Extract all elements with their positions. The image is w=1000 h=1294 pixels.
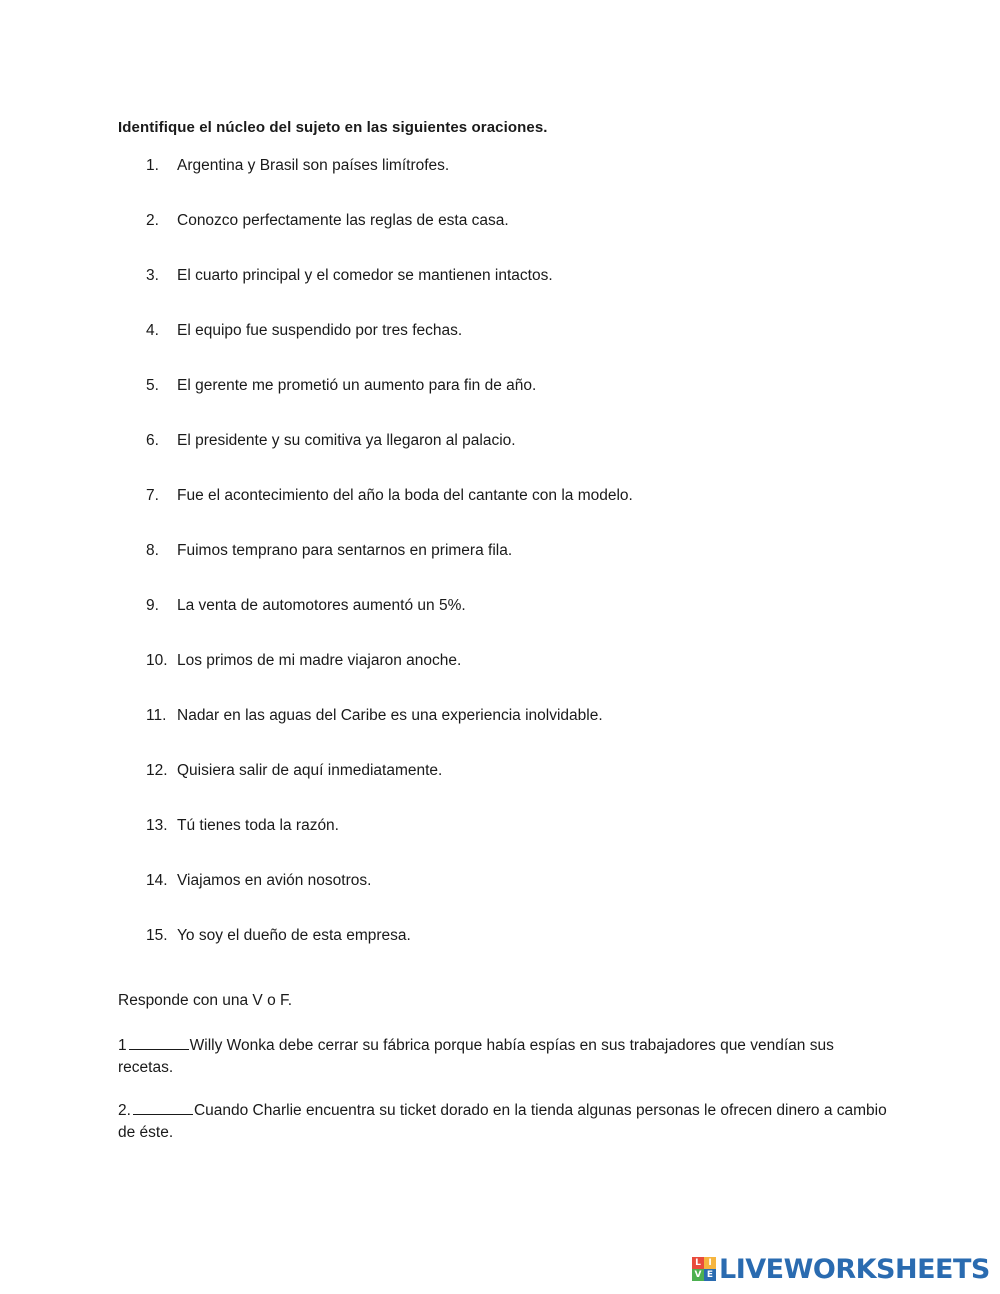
true-false-number: 1 [118,1037,127,1054]
question-text: El cuarto principal y el comedor se mantienen intactos. [177,267,553,284]
logo-badge-letter: E [704,1269,716,1281]
question-number: 5. [146,377,159,394]
true-false-item [118,1100,888,1144]
question-number: 7. [146,487,159,504]
question-text: Fuimos temprano para sentarnos en primera fila. [177,542,513,559]
exercise-heading: Identifique el núcleo del sujeto en las siguientes oraciones. [118,119,548,136]
question-number: 10. [146,652,168,669]
question-text: Argentina y Brasil son países limítrofes. [177,157,450,174]
logo-badge-letter: V [692,1269,704,1281]
question-number: 3. [146,267,159,284]
question-text: El equipo fue suspendido por tres fechas. [177,322,463,339]
question-number: 9. [146,597,159,614]
question-number: 8. [146,542,159,559]
question-number: 14. [146,872,168,889]
question-number: 4. [146,322,159,339]
question-text: Viajamos en avión nosotros. [177,872,372,889]
logo-badge-letter: L [692,1257,704,1269]
question-text: El gerente me prometió un aumento para fin de año. [177,377,537,394]
true-false-item [118,1035,888,1079]
true-false-number: 2. [118,1102,131,1119]
question-text: El presidente y su comitiva ya llegaron al palacio. [177,432,516,449]
true-false-title: Responde con una V o F. [118,992,293,1009]
question-number: 12. [146,762,168,779]
logo-wordmark: LIVEWORKSHEETS [719,1253,990,1285]
question-text: La venta de automotores aumentó un 5%. [177,597,466,614]
liveworksheets-logo [692,1253,990,1285]
question-number: 11. [146,707,167,724]
question-number: 2. [146,212,159,229]
question-text: Tú tienes toda la razón. [177,817,339,834]
answer-blank[interactable] [133,1100,193,1115]
true-false-statement: Cuando Charlie encuentra su ticket dorado en la tienda algunas personas le ofrecen dinero a cambio de éste. [118,1102,887,1141]
logo-badge-icon [692,1257,716,1281]
question-text: Los primos de mi madre viajaron anoche. [177,652,462,669]
question-number: 15. [146,927,168,944]
question-text: Nadar en las aguas del Caribe es una experiencia inolvidable. [177,707,603,724]
question-number: 13. [146,817,168,834]
question-text: Fue el acontecimiento del año la boda del cantante con la modelo. [177,487,633,504]
answer-blank[interactable] [129,1035,189,1050]
logo-badge-letter: I [704,1257,716,1269]
true-false-statement: Willy Wonka debe cerrar su fábrica porque había espías en sus trabajadores que vendían sus recetas. [118,1037,834,1076]
question-number: 1. [146,157,159,174]
question-text: Conozco perfectamente las reglas de esta casa. [177,212,509,229]
question-text: Yo soy el dueño de esta empresa. [177,927,411,944]
question-number: 6. [146,432,159,449]
question-text: Quisiera salir de aquí inmediatamente. [177,762,443,779]
